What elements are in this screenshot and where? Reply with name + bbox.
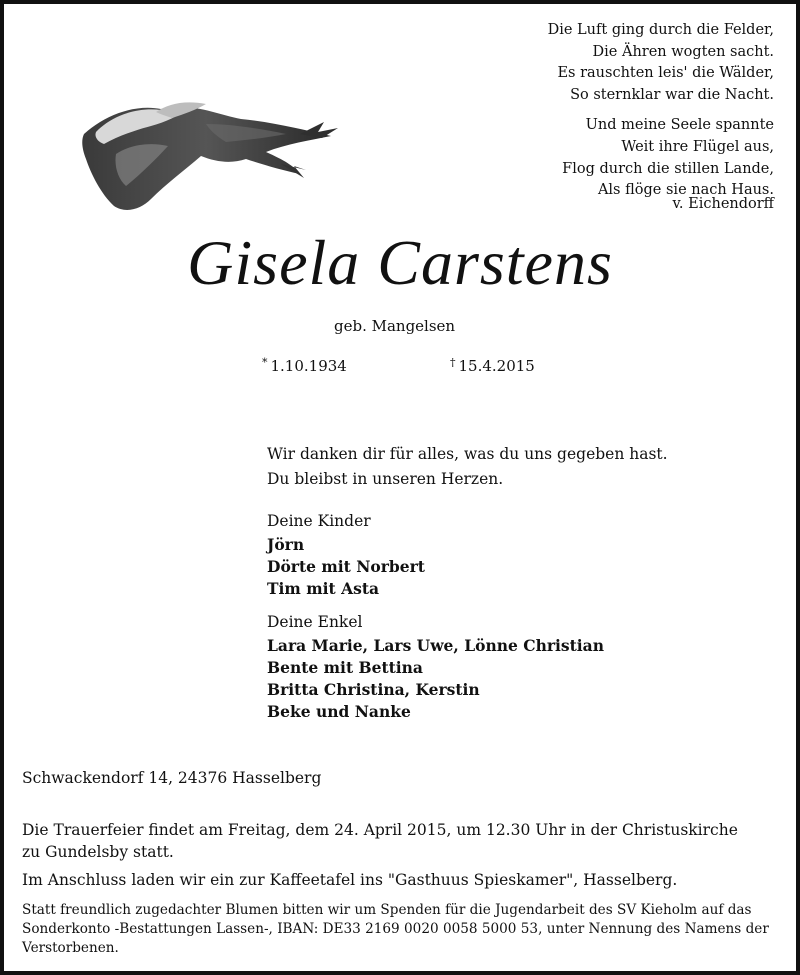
death-date [450, 356, 535, 375]
child-name: Dörte mit Norbert [267, 557, 425, 576]
coffee-note: Im Anschluss laden wir ein zur Kaffeetafel ins "Gasthuus Spieskamer", Hasselberg. [22, 871, 678, 889]
children-label: Deine Kinder [267, 512, 371, 530]
poem-line: So sternklar war die Nacht. [570, 86, 774, 103]
poem-author: v. Eichendorff [672, 196, 774, 212]
birth-symbol: * [262, 356, 268, 369]
birth-date [262, 356, 347, 375]
child-name: Tim mit Asta [267, 579, 380, 598]
grandchild-name: Britta Christina, Kerstin [267, 680, 480, 699]
grandchildren-group [267, 611, 604, 723]
funeral-note: Die Trauerfeier findet am Freitag, dem 24. April 2015, um 12.30 Uhr in der Christuskirche zu Gundelsby statt. [22, 821, 738, 861]
address: Schwackendorf 14, 24376 Hasselberg [22, 769, 322, 787]
poem-line: Und meine Seele spannte [585, 117, 774, 134]
grandchild-name: Lara Marie, Lars Uwe, Lönne Christian [267, 636, 604, 655]
maiden-name: geb. Mangelsen [334, 317, 456, 335]
flying-bird-icon [56, 74, 346, 224]
poem-line: Weit ihre Flügel aus, [621, 138, 774, 155]
children-group [267, 510, 425, 600]
thanks-message [267, 442, 668, 492]
thanks-line: Du bleibst in unseren Herzen. [267, 470, 504, 488]
death-date-value: 15.4.2015 [458, 357, 535, 375]
poem-line: Die Ähren wogten sacht. [592, 43, 774, 60]
poem-line: Es rauschten leis' die Wälder, [557, 65, 774, 82]
poem-line: Die Luft ging durch die Felder, [547, 22, 774, 38]
grandchild-name: Beke und Nanke [267, 702, 411, 721]
grandchildren-label: Deine Enkel [267, 613, 363, 631]
poem [548, 20, 774, 202]
death-symbol: † [450, 356, 456, 369]
child-name: Jörn [267, 535, 305, 554]
thanks-line: Wir danken dir für alles, was du uns gegeben hast. [267, 445, 668, 463]
donation-note: Statt freundlich zugedachter Blumen bitten wir um Spenden für die Jugendarbeit des SV Kieholm auf das Sonderkonto -Bestattungen Lassen-, IBAN: DE33 2169 0020 0058 5000 53, unter Nennung des Namens der Verstorbenen. [22, 902, 769, 956]
grandchild-name: Bente mit Bettina [267, 658, 423, 677]
deceased-name: Gisela Carstens [187, 227, 613, 298]
poem-line: Flog durch die stillen Lande, [562, 160, 774, 177]
poem-line: Als flöge sie nach Haus. [597, 182, 774, 199]
birth-date-value: 1.10.1934 [270, 357, 347, 375]
